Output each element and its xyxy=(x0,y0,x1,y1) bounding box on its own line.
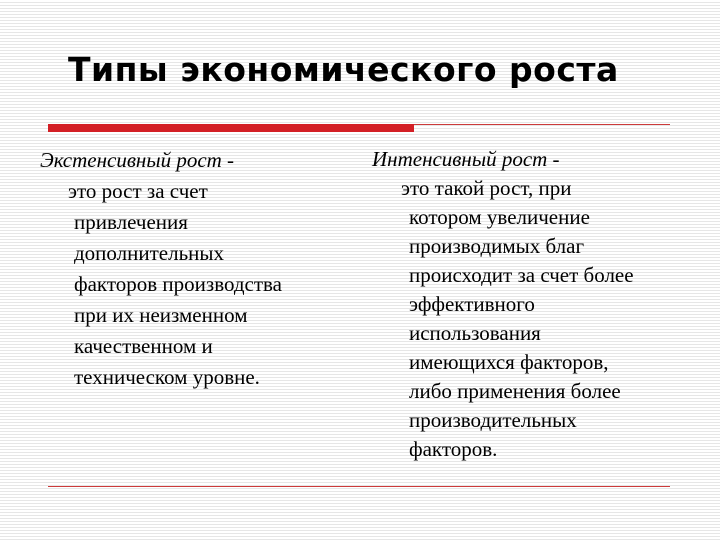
bottom-divider-line xyxy=(48,486,670,487)
definition-line: привлечения xyxy=(74,210,188,234)
definition-line: производимых благ xyxy=(409,234,585,258)
slide-title: Типы экономического роста xyxy=(68,50,619,89)
title-accent-bar xyxy=(48,124,414,132)
definition-line: имеющихся факторов, xyxy=(409,350,609,374)
definition-line: это рост за счет xyxy=(68,179,208,203)
definition-line: происходит за счет более xyxy=(409,263,634,287)
definition-line: производительных xyxy=(409,408,577,432)
intensive-growth-definition xyxy=(401,174,702,464)
definition-line: это такой рост, при xyxy=(401,176,572,200)
definition-line: факторов производства xyxy=(74,272,283,296)
definition-line: дополнительных xyxy=(74,241,225,265)
intensive-growth-block xyxy=(372,145,702,464)
extensive-growth-block xyxy=(40,145,360,393)
extensive-growth-definition xyxy=(68,176,360,393)
intensive-growth-term: Интенсивный рост - xyxy=(372,147,560,171)
definition-line: при их неизменном xyxy=(74,303,248,327)
definition-line: котором увеличение xyxy=(409,205,590,229)
definition-line: либо применения более xyxy=(409,379,621,403)
extensive-growth-term: Экстенсивный рост - xyxy=(40,148,235,172)
definition-line: использования xyxy=(409,321,541,345)
definition-line: качественном и xyxy=(74,334,213,358)
definition-line: техническом уровне. xyxy=(74,365,260,389)
title-divider-line xyxy=(414,124,670,125)
definition-line: факторов. xyxy=(409,437,498,461)
definition-line: эффективного xyxy=(409,292,535,316)
